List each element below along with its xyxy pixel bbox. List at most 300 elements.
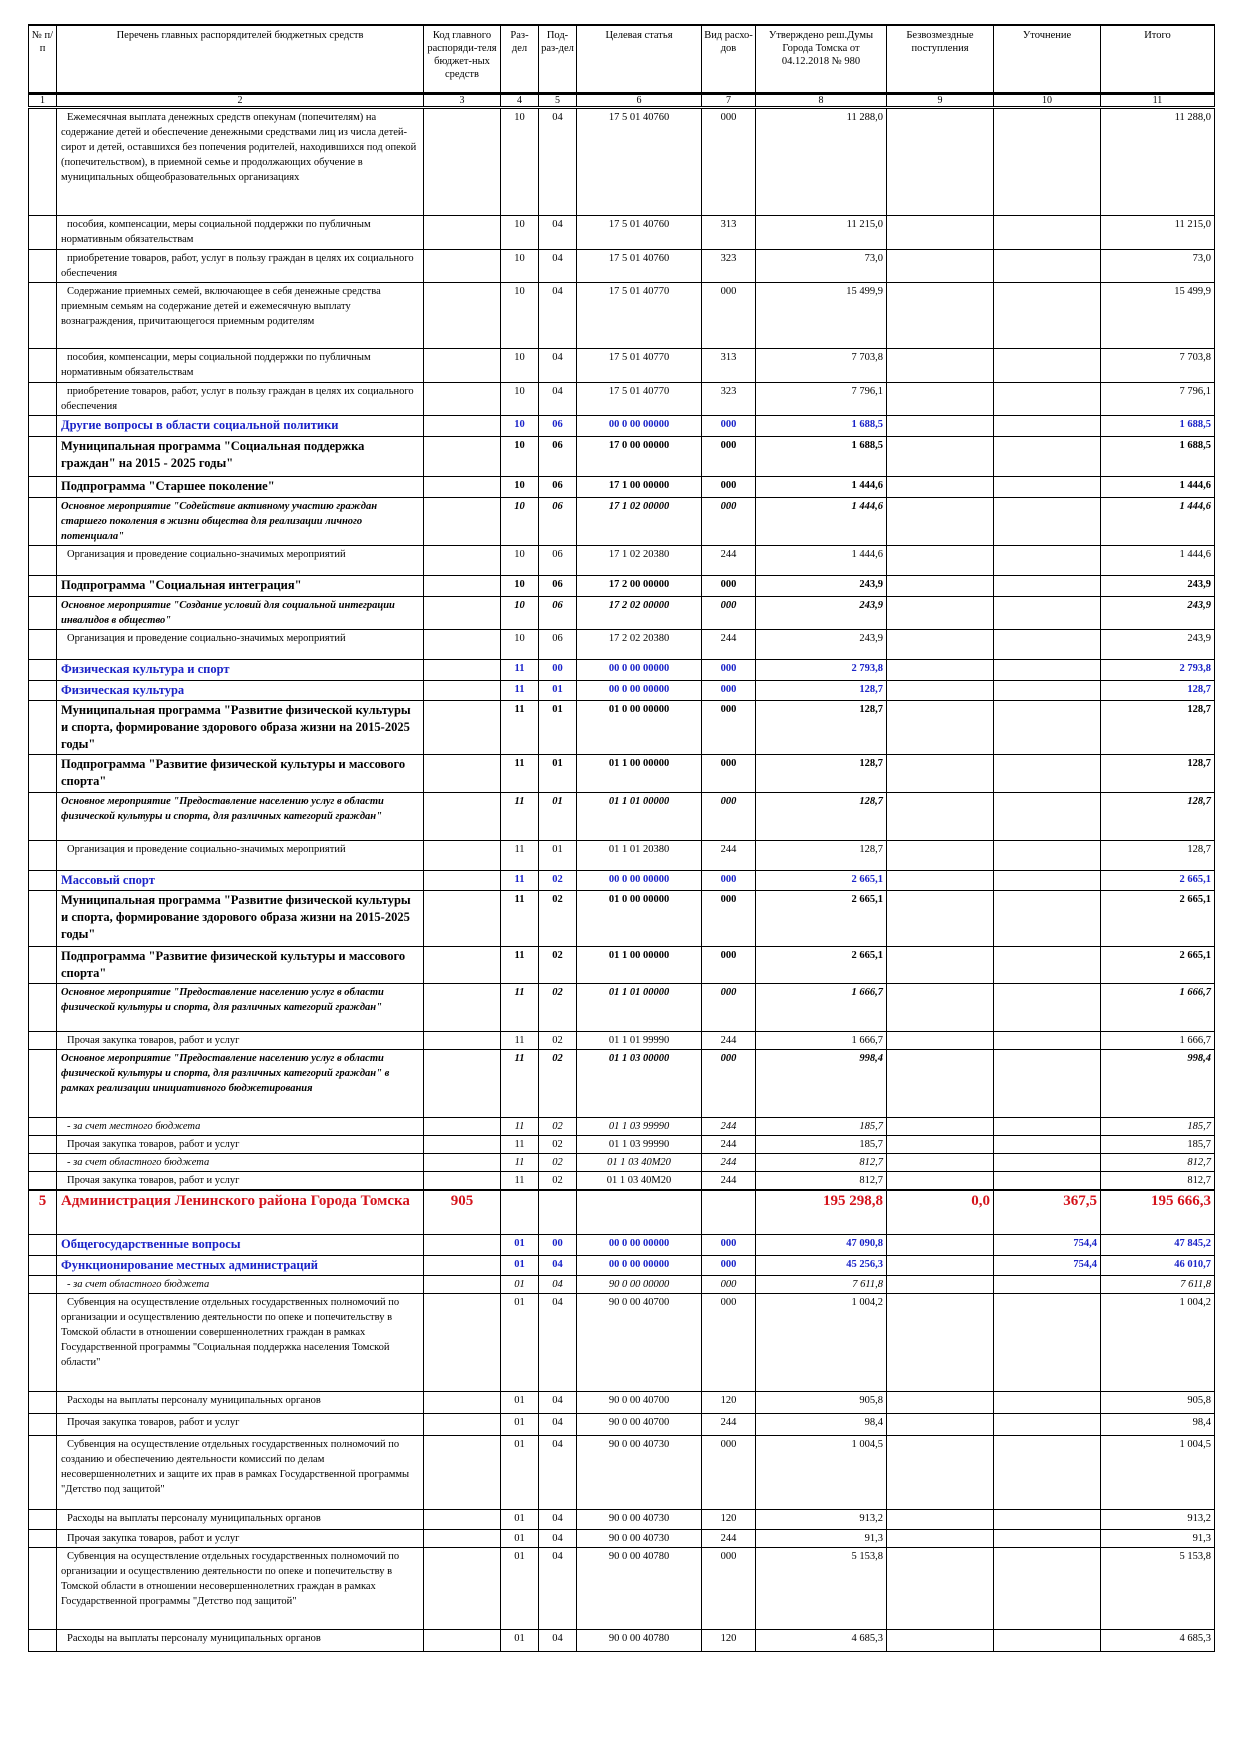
row-code [424,416,501,437]
row-podrazdel: 02 [539,1136,577,1154]
row-approved: 7 796,1 [756,383,887,416]
row-free-income [887,1255,994,1275]
row-approved: 998,4 [756,1050,887,1118]
row-expense-type [702,1190,756,1234]
row-expense-type: 000 [702,1547,756,1629]
row-target-article: 01 1 00 00000 [577,947,702,984]
row-target-article: 17 2 02 20380 [577,630,702,660]
row-clarify [994,1391,1101,1413]
row-podrazdel: 04 [539,1529,577,1547]
table-row [29,947,1215,984]
row-name: Организация и проведение социально-значимых мероприятий [57,546,424,576]
row-code [424,108,501,216]
table-row [29,630,1215,660]
row-razdel: 10 [501,108,539,216]
row-free-income [887,984,994,1032]
row-number [29,1547,57,1629]
row-target-article: 17 1 02 00000 [577,498,702,546]
row-code [424,1509,501,1529]
row-free-income [887,1413,994,1435]
row-razdel: 11 [501,871,539,891]
row-podrazdel: 02 [539,947,577,984]
row-total: 73,0 [1101,250,1215,283]
header-clarify: Уточнение [994,25,1101,94]
row-approved: 128,7 [756,755,887,793]
row-clarify [994,1032,1101,1050]
row-number [29,1629,57,1651]
row-free-income [887,1136,994,1154]
row-name: Прочая закупка товаров, работ и услуг [57,1032,424,1050]
row-code [424,1050,501,1118]
row-number [29,1234,57,1255]
row-name: Содержание приемных семей, включающее в себя денежные средства приемным семьям на содержание детей и ежемесячную выплату вознаграждения, причитающегося приемным родителям [57,283,424,349]
table-row [29,349,1215,383]
table-row [29,660,1215,681]
row-clarify [994,283,1101,349]
row-razdel: 11 [501,841,539,871]
row-code [424,546,501,576]
row-clarify [994,1275,1101,1293]
header-target: Целевая статья [577,25,702,94]
row-number [29,1413,57,1435]
table-row [29,1413,1215,1435]
row-podrazdel: 04 [539,1547,577,1629]
row-expense-type: 000 [702,597,756,630]
row-target-article: 17 1 00 00000 [577,477,702,498]
row-number [29,349,57,383]
table-row [29,1032,1215,1050]
row-podrazdel: 01 [539,701,577,755]
row-code [424,576,501,597]
column-number: 9 [887,94,994,108]
table-row [29,984,1215,1032]
row-name: Организация и проведение социально-значимых мероприятий [57,630,424,660]
row-expense-type: 244 [702,1172,756,1191]
row-expense-type: 000 [702,793,756,841]
row-approved: 1 004,2 [756,1293,887,1391]
row-total: 998,4 [1101,1050,1215,1118]
row-clarify [994,1136,1101,1154]
row-total: 243,9 [1101,630,1215,660]
row-number [29,437,57,477]
table-row [29,498,1215,546]
row-target-article: 17 5 01 40770 [577,283,702,349]
row-total: 128,7 [1101,755,1215,793]
row-razdel: 01 [501,1234,539,1255]
row-target-article: 01 1 03 99990 [577,1118,702,1136]
row-total: 913,2 [1101,1509,1215,1529]
row-free-income [887,1032,994,1050]
row-total: 15 499,9 [1101,283,1215,349]
row-free-income [887,576,994,597]
row-target-article [577,1190,702,1234]
table-row [29,1190,1215,1234]
row-podrazdel [539,1190,577,1234]
row-free-income [887,793,994,841]
row-razdel: 11 [501,1154,539,1172]
row-clarify [994,984,1101,1032]
row-total: 5 153,8 [1101,1547,1215,1629]
row-number [29,1391,57,1413]
row-razdel: 10 [501,498,539,546]
row-code [424,1255,501,1275]
row-razdel: 01 [501,1629,539,1651]
row-name: Основное мероприятие "Создание условий для социальной интеграции инвалидов в общество" [57,597,424,630]
row-clarify [994,1413,1101,1435]
row-number [29,1275,57,1293]
row-clarify [994,1629,1101,1651]
row-free-income [887,681,994,701]
row-podrazdel: 06 [539,416,577,437]
row-podrazdel: 04 [539,1509,577,1529]
row-total: 91,3 [1101,1529,1215,1547]
row-podrazdel: 02 [539,1154,577,1172]
row-free-income [887,1234,994,1255]
row-podrazdel: 04 [539,216,577,250]
row-number [29,947,57,984]
row-code [424,1391,501,1413]
row-approved: 7 703,8 [756,349,887,383]
row-razdel: 10 [501,576,539,597]
row-podrazdel: 01 [539,681,577,701]
row-expense-type: 000 [702,283,756,349]
row-target-article: 90 0 00 40730 [577,1529,702,1547]
column-number: 5 [539,94,577,108]
row-name: Субвенция на осуществление отдельных государственных полномочий по организации и осуществлению деятельности по опеке и попечительству в Томской области в отношении совершеннолетних граждан в рамках Государственной программы "Социальная поддержка населения Томской области" [57,1293,424,1391]
row-free-income [887,437,994,477]
row-approved: 1 666,7 [756,1032,887,1050]
row-number [29,793,57,841]
row-total: 243,9 [1101,597,1215,630]
row-total: 1 444,6 [1101,498,1215,546]
row-total: 812,7 [1101,1172,1215,1191]
row-approved: 185,7 [756,1136,887,1154]
row-expense-type: 244 [702,1154,756,1172]
table-row [29,1435,1215,1509]
row-razdel: 10 [501,416,539,437]
row-approved: 5 153,8 [756,1547,887,1629]
row-total: 98,4 [1101,1413,1215,1435]
row-approved: 195 298,8 [756,1190,887,1234]
row-target-article: 00 0 00 00000 [577,681,702,701]
row-podrazdel: 06 [539,498,577,546]
row-code [424,681,501,701]
row-free-income [887,841,994,871]
row-total: 128,7 [1101,701,1215,755]
row-approved: 45 256,3 [756,1255,887,1275]
table-row [29,841,1215,871]
row-name: Субвенция на осуществление отдельных государственных полномочий по организации и осуществлению деятельности по опеке и попечительству в Томской области в отношении несовершеннолетних граждан в рамках Государственной программы "Детство под защитой" [57,1547,424,1629]
row-name: Прочая закупка товаров, работ и услуг [57,1413,424,1435]
row-razdel: 11 [501,1050,539,1118]
row-free-income [887,498,994,546]
row-target-article: 17 2 00 00000 [577,576,702,597]
row-code [424,947,501,984]
table-row [29,437,1215,477]
row-podrazdel: 06 [539,597,577,630]
row-expense-type: 000 [702,437,756,477]
row-expense-type: 120 [702,1391,756,1413]
row-clarify [994,871,1101,891]
row-name: Прочая закупка товаров, работ и услуг [57,1136,424,1154]
table-row [29,383,1215,416]
row-total: 1 666,7 [1101,984,1215,1032]
row-target-article: 01 1 01 99990 [577,1032,702,1050]
row-number [29,216,57,250]
table-row [29,1118,1215,1136]
row-name: Муниципальная программа "Социальная поддержка граждан" на 2015 - 2025 годы" [57,437,424,477]
row-razdel: 01 [501,1293,539,1391]
row-expense-type: 000 [702,477,756,498]
row-total: 7 703,8 [1101,349,1215,383]
row-podrazdel: 02 [539,1172,577,1191]
row-podrazdel: 01 [539,841,577,871]
row-expense-type: 244 [702,1118,756,1136]
row-clarify [994,498,1101,546]
row-approved: 2 793,8 [756,660,887,681]
row-code [424,660,501,681]
header-name: Перечень главных распорядителей бюджетных средств [57,25,424,94]
row-target-article: 90 0 00 40700 [577,1293,702,1391]
row-name: Основное мероприятие "Предоставление населению услуг в области физической культуры и спорта, для различных категорий граждан" [57,984,424,1032]
row-number [29,283,57,349]
row-name: Расходы на выплаты персоналу муниципальных органов [57,1629,424,1651]
row-free-income [887,349,994,383]
row-expense-type: 244 [702,630,756,660]
row-total: 128,7 [1101,681,1215,701]
row-number [29,383,57,416]
row-code: 905 [424,1190,501,1234]
row-podrazdel: 06 [539,437,577,477]
column-number: 6 [577,94,702,108]
row-free-income [887,108,994,216]
row-target-article: 90 0 00 40700 [577,1391,702,1413]
row-approved: 2 665,1 [756,891,887,947]
table-row [29,1234,1215,1255]
table-row [29,891,1215,947]
row-approved: 128,7 [756,701,887,755]
row-name: Подпрограмма "Развитие физической культуры и массового спорта" [57,755,424,793]
column-number: 2 [57,94,424,108]
row-target-article: 01 1 03 40М20 [577,1154,702,1172]
row-target-article: 01 1 01 00000 [577,793,702,841]
row-total: 47 845,2 [1101,1234,1215,1255]
row-razdel: 11 [501,660,539,681]
row-target-article: 01 1 03 00000 [577,1050,702,1118]
table-row [29,681,1215,701]
row-razdel: 01 [501,1547,539,1629]
row-expense-type: 000 [702,1275,756,1293]
row-target-article: 90 0 00 40700 [577,1413,702,1435]
row-clarify [994,416,1101,437]
row-name: Общегосударственные вопросы [57,1234,424,1255]
row-approved: 11 288,0 [756,108,887,216]
row-code [424,1435,501,1509]
table-row [29,1509,1215,1529]
table-row [29,1391,1215,1413]
row-podrazdel: 04 [539,1275,577,1293]
row-free-income [887,755,994,793]
row-razdel: 01 [501,1275,539,1293]
row-free-income [887,1275,994,1293]
table-row [29,597,1215,630]
row-code [424,477,501,498]
row-total: 128,7 [1101,841,1215,871]
row-expense-type: 313 [702,349,756,383]
row-name: Прочая закупка товаров, работ и услуг [57,1172,424,1191]
row-name: Расходы на выплаты персоналу муниципальных органов [57,1391,424,1413]
row-code [424,1154,501,1172]
row-total: 243,9 [1101,576,1215,597]
row-total: 1 444,6 [1101,546,1215,576]
row-number [29,546,57,576]
row-expense-type: 000 [702,108,756,216]
row-expense-type: 244 [702,546,756,576]
row-name: Расходы на выплаты персоналу муниципальных органов [57,1509,424,1529]
row-expense-type: 244 [702,1529,756,1547]
row-free-income [887,1154,994,1172]
row-expense-type: 000 [702,984,756,1032]
row-target-article: 01 0 00 00000 [577,701,702,755]
row-target-article: 01 1 00 00000 [577,755,702,793]
row-clarify [994,891,1101,947]
row-approved: 47 090,8 [756,1234,887,1255]
row-target-article: 90 0 00 40730 [577,1435,702,1509]
row-target-article: 17 0 00 00000 [577,437,702,477]
row-approved: 128,7 [756,841,887,871]
column-number-row [29,94,1215,108]
row-number [29,681,57,701]
row-free-income [887,1293,994,1391]
row-free-income [887,891,994,947]
row-clarify [994,841,1101,871]
row-free-income [887,630,994,660]
row-clarify [994,1154,1101,1172]
row-expense-type: 323 [702,383,756,416]
row-clarify: 754,4 [994,1255,1101,1275]
row-razdel: 01 [501,1509,539,1529]
table-row [29,416,1215,437]
row-free-income [887,1435,994,1509]
row-approved: 1 688,5 [756,437,887,477]
row-total: 1 444,6 [1101,477,1215,498]
row-clarify [994,576,1101,597]
row-name: Основное мероприятие "Предоставление населению услуг в области физической культуры и спорта, для различных категорий граждан" в рамках реализации инициативного бюджетирования [57,1050,424,1118]
row-number [29,1118,57,1136]
header-razdel: Раз-дел [501,25,539,94]
row-name: Муниципальная программа "Развитие физической культуры и спорта, формирование здорового образа жизни на 2015-2025 годы" [57,701,424,755]
column-number: 11 [1101,94,1215,108]
row-podrazdel: 04 [539,108,577,216]
row-podrazdel: 04 [539,1435,577,1509]
row-name: Массовый спорт [57,871,424,891]
row-number [29,1509,57,1529]
row-clarify [994,597,1101,630]
row-number [29,1529,57,1547]
row-name: Основное мероприятие "Предоставление населению услуг в области физической культуры и спорта, для различных категорий граждан" [57,793,424,841]
row-podrazdel: 02 [539,891,577,947]
row-free-income [887,216,994,250]
row-total: 1 688,5 [1101,437,1215,477]
row-name: Физическая культура [57,681,424,701]
header-code: Код главного распоряди-теля бюджет-ных средств [424,25,501,94]
row-expense-type: 000 [702,1255,756,1275]
row-clarify [994,437,1101,477]
row-total: 2 793,8 [1101,660,1215,681]
row-total: 1 688,5 [1101,416,1215,437]
row-target-article: 17 5 01 40760 [577,250,702,283]
table-row [29,755,1215,793]
row-free-income [887,1529,994,1547]
row-code [424,871,501,891]
row-podrazdel: 04 [539,1293,577,1391]
row-razdel: 10 [501,597,539,630]
row-podrazdel: 01 [539,793,577,841]
row-razdel: 11 [501,1172,539,1191]
row-name: Функционирование местных администраций [57,1255,424,1275]
row-razdel [501,1190,539,1234]
row-razdel: 11 [501,947,539,984]
row-number [29,871,57,891]
row-target-article: 90 0 00 40730 [577,1509,702,1529]
row-free-income [887,1391,994,1413]
row-name: приобретение товаров, работ, услуг в пользу граждан в целях их социального обеспечения [57,383,424,416]
row-approved: 128,7 [756,681,887,701]
row-free-income: 0,0 [887,1190,994,1234]
row-name: Основное мероприятие "Содействие активному участию граждан старшего поколения в жизни общества для реализации личного потенциала" [57,498,424,546]
row-number [29,250,57,283]
row-free-income [887,383,994,416]
row-approved: 1 004,5 [756,1435,887,1509]
row-expense-type: 000 [702,871,756,891]
row-code [424,1547,501,1629]
row-free-income [887,416,994,437]
header-row [29,25,1215,94]
row-total: 7 611,8 [1101,1275,1215,1293]
row-total: 2 665,1 [1101,871,1215,891]
table-row [29,1529,1215,1547]
row-target-article: 17 5 01 40770 [577,383,702,416]
row-code [424,1293,501,1391]
row-target-article: 01 1 03 99990 [577,1136,702,1154]
row-total: 1 666,7 [1101,1032,1215,1050]
row-free-income [887,477,994,498]
row-code [424,701,501,755]
column-number: 10 [994,94,1101,108]
row-code [424,1629,501,1651]
row-total: 7 796,1 [1101,383,1215,416]
row-number: 5 [29,1190,57,1234]
row-podrazdel: 02 [539,1032,577,1050]
row-clarify [994,1050,1101,1118]
row-free-income [887,1547,994,1629]
row-total: 1 004,2 [1101,1293,1215,1391]
table-row [29,1255,1215,1275]
table-body [29,108,1215,1652]
row-target-article: 90 0 00 00000 [577,1275,702,1293]
row-clarify [994,383,1101,416]
row-code [424,1172,501,1191]
table-row [29,793,1215,841]
row-podrazdel: 06 [539,546,577,576]
row-expense-type: 000 [702,1234,756,1255]
row-razdel: 11 [501,755,539,793]
table-row [29,477,1215,498]
row-free-income [887,1118,994,1136]
row-target-article: 00 0 00 00000 [577,1234,702,1255]
row-approved: 2 665,1 [756,871,887,891]
row-number [29,477,57,498]
